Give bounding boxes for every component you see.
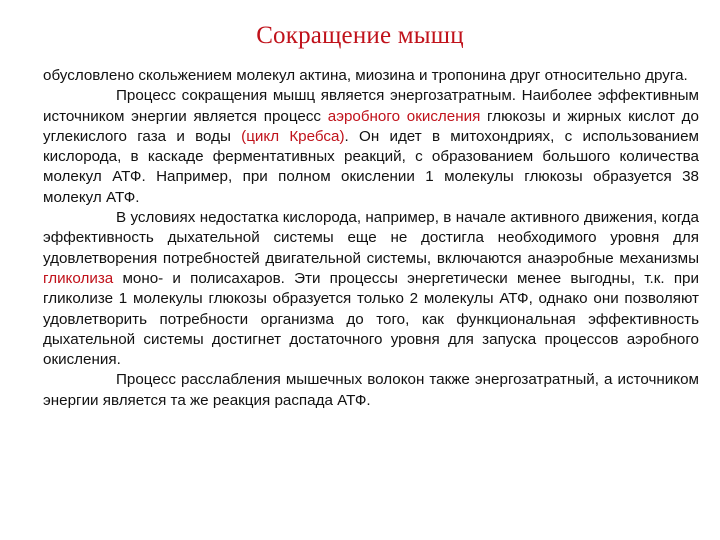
text-run: Процесс сокращения мышц является энергозатратным. Наиболее эффективным источником энергии является процесс bbox=[43, 87, 699, 125]
slide-body bbox=[43, 66, 699, 411]
highlighted-term-aerobic-oxidation: аэробного окисления bbox=[327, 107, 481, 125]
text-run: моно- и полисахаров. Эти процессы энергетически менее выгодны, т.к. при гликолизе 1 молекулы глюкозы образуется только 2 молекулы АТФ, однако они позволяют удовлетворить потребности организма до того, как функциональная эффективность дыхательной системы достигнет достаточного уровня для запуска процессов аэробного окисления. bbox=[43, 269, 699, 369]
paragraph-1 bbox=[43, 66, 699, 86]
highlighted-term-krebs-cycle: (цикл Кребса) bbox=[241, 127, 345, 145]
text-run: . Он идет в митохондриях, с использованием кислорода, в каскаде ферментативных реакций, с образованием большого количества молекул АТФ. Например, при полном окислении 1 молекулы глюкозы образуется 38 молекул АТФ. bbox=[43, 127, 699, 206]
paragraph-4 bbox=[43, 370, 699, 411]
text-run: Процесс расслабления мышечных волокон также энергозатратный, а источником энергии является та же реакция распада АТФ. bbox=[43, 371, 699, 409]
text-run: В условиях недостатка кислорода, например, в начале активного движения, когда эффективность дыхательной системы еще не достигла необходимого уровня для удовлетворения потребностей двигательной системы, включаются анаэробные механизмы bbox=[43, 209, 699, 267]
text-run: глюкозы и жирных кислот до углекислого газа и воды bbox=[43, 107, 699, 145]
highlighted-term-glycolysis: гликолиза bbox=[43, 269, 114, 287]
text-run: обусловлено скольжением молекул актина, миозина и тропонина друг относительно друга. bbox=[43, 67, 688, 84]
paragraph-2 bbox=[43, 86, 699, 208]
slide-title: Сокращение мышц bbox=[256, 22, 464, 49]
paragraph-3 bbox=[43, 208, 699, 370]
